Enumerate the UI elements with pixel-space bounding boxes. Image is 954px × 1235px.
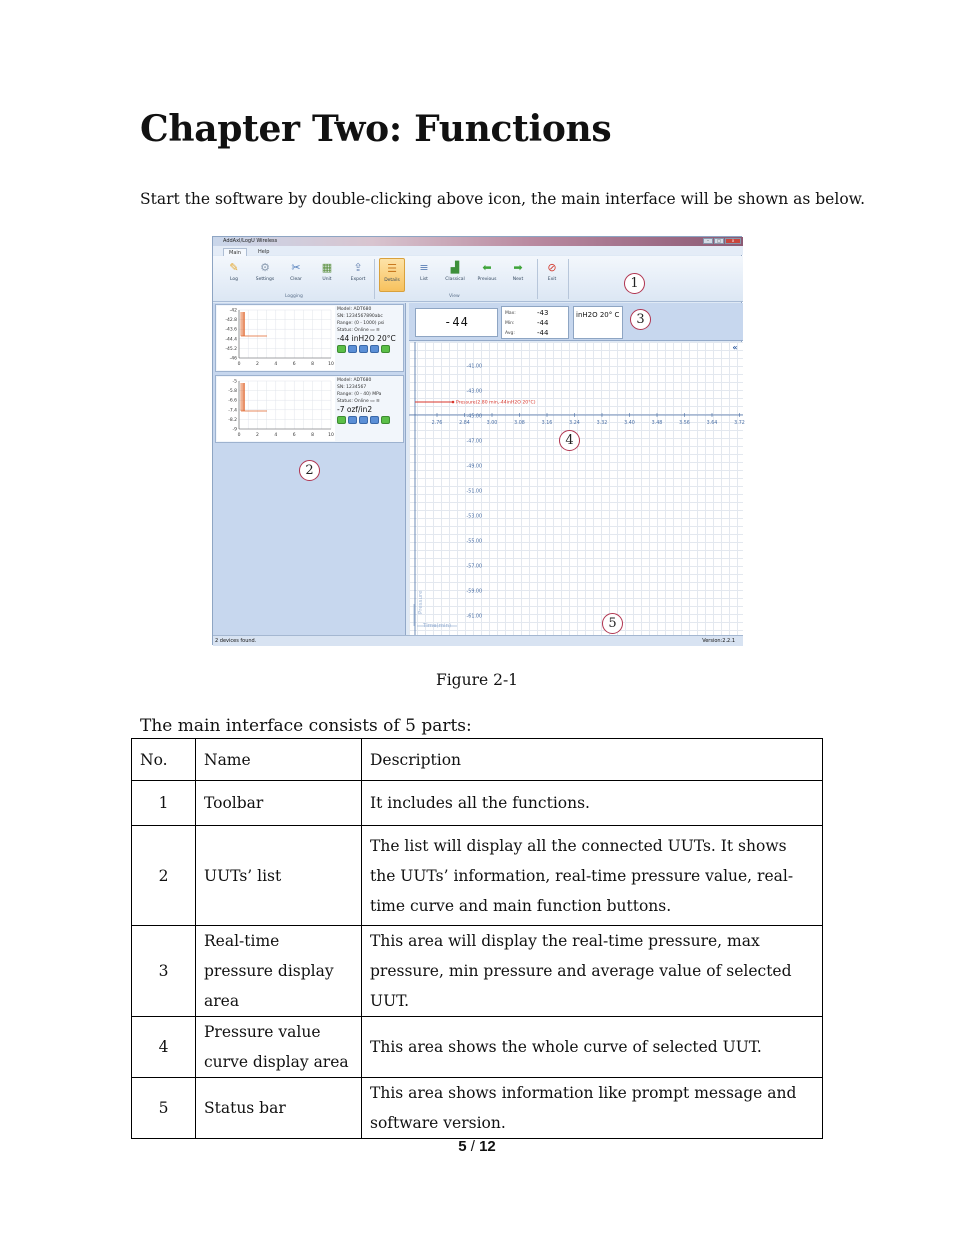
page-current: 5	[458, 1138, 467, 1155]
status-bar	[213, 635, 743, 646]
menu-bar	[213, 246, 743, 255]
curve-x-tick: 3.32	[596, 421, 608, 426]
mini-y-tick: -42	[229, 308, 237, 314]
device-status: Status: Online ▭ ≋	[337, 399, 380, 404]
row-name: Status bar	[196, 1078, 362, 1139]
curve-x-tick: 3.16	[541, 421, 553, 426]
curve-x-tick: 3.00	[486, 421, 498, 426]
tool-label: Export	[350, 277, 366, 282]
tool-label: List	[420, 277, 428, 282]
device-sn: SN: 1234567890abc	[337, 314, 383, 319]
tool-settings-button[interactable]	[252, 258, 278, 292]
group-label-logging: Logging	[285, 294, 303, 299]
device-model: Model: ADT680	[337, 307, 372, 312]
toolbar-separator	[568, 259, 569, 299]
row-no: 5	[132, 1078, 196, 1139]
mini-y-tick: -5.8	[228, 389, 237, 395]
mini-y-tick: -46	[229, 356, 237, 362]
tool-clear-button[interactable]	[283, 258, 309, 292]
software-screenshot	[212, 236, 745, 645]
window-titlebar	[213, 237, 743, 246]
table-row	[132, 926, 823, 1017]
battery-icon: ▭	[370, 328, 375, 333]
device-info	[337, 377, 403, 441]
curve-x-tick: 3.72	[734, 421, 745, 426]
row-description: This area will display the real-time pressure, max pressure, min pressure and average value of selected UUT.	[362, 926, 823, 1017]
device-range: Range: (0 - 1000) psi	[337, 321, 385, 326]
mini-x-tick: 0	[237, 362, 241, 367]
version-label: Version:2.2.1	[702, 638, 735, 644]
toolbar-separator	[537, 259, 538, 299]
device-model: Model: ADT680	[337, 378, 372, 383]
battery-icon: ▭	[370, 399, 375, 404]
table-intro: The main interface consists of 5 parts:	[140, 716, 472, 736]
device-mini-chart	[217, 306, 335, 370]
curve-x-tick: 3.56	[679, 421, 690, 426]
tool-log-button[interactable]	[221, 258, 247, 292]
device-status: Status: Online ▭ ≋	[337, 328, 380, 333]
tool-label: Clear	[290, 277, 302, 282]
header-description: Description	[362, 739, 823, 781]
details-icon: ☰	[387, 262, 397, 275]
callout-4: 4	[559, 430, 580, 451]
log-icon: ✎	[229, 261, 239, 274]
row-name: UUTs’ list	[196, 826, 362, 926]
curve-current-point	[452, 401, 455, 404]
mini-y-tick: -6.6	[228, 398, 237, 404]
curve-y-tick: -55.00	[466, 539, 482, 545]
row-name: Real-time pressure display area	[196, 926, 362, 1017]
curve-y-tick: -57.00	[466, 564, 482, 570]
tool-unit-button[interactable]	[314, 258, 340, 292]
curve-annotation: Pressure(2.80 min,-44inH2O 20°C)	[456, 400, 536, 406]
page-total: 12	[479, 1138, 496, 1155]
device-card[interactable]	[215, 375, 404, 443]
mini-x-tick: 8	[311, 433, 315, 438]
device-reading: -44 inH2O 20°C	[337, 334, 396, 343]
pressure-stats	[501, 306, 569, 339]
chapter-heading: Chapter Two: Functions	[140, 108, 612, 150]
row-no: 3	[132, 926, 196, 1017]
refresh-icon[interactable]	[381, 416, 390, 424]
curve-y-tick: -53.00	[466, 514, 482, 520]
table-row	[132, 1017, 823, 1078]
row-no: 1	[132, 781, 196, 826]
callout-1: 1	[624, 273, 645, 294]
row-description: This area shows information like prompt message and software version.	[362, 1078, 823, 1139]
stat-max: Max: -43	[505, 309, 549, 317]
zero-icon[interactable]	[359, 345, 368, 353]
curve-y-tick: -43.00	[466, 389, 482, 395]
curve-y-tick: -47.00	[466, 439, 482, 445]
row-description: It includes all the functions.	[362, 781, 823, 826]
scissors-icon: ✂	[291, 261, 301, 274]
tool-label: Next	[512, 277, 524, 282]
curve-y-tick: -59.00	[466, 589, 482, 595]
parts-table	[131, 738, 823, 1139]
start-icon[interactable]	[337, 416, 346, 424]
curve-x-tick: 3.48	[651, 421, 663, 426]
stat-min: Min: -44	[505, 319, 549, 327]
table-row	[132, 826, 823, 926]
list-icon: ≡	[419, 261, 429, 274]
exit-icon: ⊘	[547, 261, 557, 274]
pressure-unit: inH2O 20° C	[573, 306, 623, 339]
device-buttons	[337, 416, 403, 424]
mini-y-tick: -9	[232, 427, 237, 433]
pressure-curve-area[interactable]	[409, 342, 743, 635]
mini-y-tick: -5	[232, 379, 237, 385]
tool-label: Classical	[445, 277, 465, 282]
device-mini-chart	[217, 377, 335, 441]
tool-list-button[interactable]	[411, 258, 437, 292]
pressure-curve-chart	[409, 342, 743, 635]
curve-x-tick: 2.76	[431, 421, 443, 426]
row-no: 4	[132, 1017, 196, 1078]
minimize-button[interactable]: –	[703, 238, 713, 244]
callout-3: 3	[630, 309, 651, 330]
header-no: No.	[132, 739, 196, 781]
realtime-display	[409, 303, 743, 341]
collapse-icon: «	[732, 343, 738, 352]
curve-x-tick: 3.08	[514, 421, 525, 426]
uut-list	[213, 303, 406, 635]
tab-help[interactable]: Help	[258, 249, 270, 255]
mini-x-tick: 4	[274, 362, 278, 367]
figure-caption: Figure 2-1	[435, 671, 519, 689]
current-pressure-value: -44	[415, 308, 498, 337]
arrow-left-icon: ⬅	[482, 261, 492, 274]
curve-x-tick: 3.24	[569, 421, 580, 426]
callout-2: 2	[299, 460, 320, 481]
row-name: Pressure value curve display area	[196, 1017, 362, 1078]
mini-x-tick: 6	[292, 362, 296, 367]
mini-y-tick: -7.4	[228, 408, 237, 414]
mini-y-tick: -44.4	[225, 337, 237, 343]
mini-x-tick: 2	[255, 362, 259, 367]
device-card[interactable]	[215, 304, 404, 372]
table-header-row	[132, 739, 823, 781]
tool-label: Previous	[477, 277, 497, 282]
maximize-button[interactable]: □	[714, 238, 724, 244]
curve-y-tick: -49.00	[466, 464, 482, 470]
arrow-right-icon: ➡	[513, 261, 523, 274]
close-button[interactable]: x	[725, 238, 741, 244]
settings-icon[interactable]	[348, 416, 357, 424]
unit-icon[interactable]	[370, 416, 379, 424]
tool-label: Unit	[322, 277, 332, 282]
mini-y-tick: -43.6	[225, 327, 237, 333]
mini-y-tick: -42.8	[225, 318, 237, 324]
unit-icon: ▦	[321, 261, 333, 274]
mini-x-tick: 8	[311, 362, 315, 367]
page-separator: /	[470, 1138, 475, 1155]
callout-5: 5	[602, 613, 623, 634]
row-no: 2	[132, 826, 196, 926]
tool-export-button[interactable]	[345, 258, 371, 292]
device-buttons	[337, 345, 403, 353]
start-icon[interactable]	[337, 345, 346, 353]
curve-y-tick: -41.00	[466, 364, 482, 370]
device-info	[337, 306, 403, 370]
curve-x-tick: 3.64	[706, 421, 718, 426]
curve-x-tick: 3.40	[624, 421, 635, 426]
curve-y-tick: -45.00	[466, 414, 482, 420]
curve-x-axis-label: Time(min)	[423, 623, 452, 629]
wifi-icon: ≋	[375, 399, 380, 404]
mini-x-tick: 2	[255, 433, 259, 438]
mini-y-tick: -8.2	[228, 417, 237, 423]
row-name: Toolbar	[196, 781, 362, 826]
table-row	[132, 781, 823, 826]
page-number	[0, 1138, 954, 1155]
zero-icon[interactable]	[359, 416, 368, 424]
mini-x-tick: 10	[328, 362, 334, 367]
group-label-view: View	[449, 294, 460, 299]
mini-x-tick: 0	[237, 433, 241, 438]
window-title: AddAxl/LogU Wireless	[223, 238, 278, 244]
curve-x-tick: 2.84	[459, 421, 470, 426]
stat-avg: Avg: -44	[505, 329, 549, 337]
mini-x-tick: 4	[274, 433, 278, 438]
tool-label: Exit	[547, 277, 557, 282]
device-range: Range: (0 - 40) MPa	[337, 392, 382, 397]
tool-previous-button[interactable]	[474, 258, 500, 292]
tool-details-button[interactable]	[379, 258, 405, 292]
toolbar-separator	[374, 259, 375, 299]
gear-icon: ⚙	[260, 261, 270, 274]
curve-y-tick: -51.00	[466, 489, 482, 495]
tool-label: Log	[229, 277, 239, 282]
tab-main[interactable]: Main	[223, 248, 247, 257]
header-name: Name	[196, 739, 362, 781]
chart-icon: ▟	[450, 261, 460, 274]
table-row	[132, 1078, 823, 1139]
tool-label: Settings	[255, 277, 275, 282]
intro-text: Start the software by double-clicking above icon, the main interface will be shown as below.	[140, 190, 866, 208]
device-reading: -7 ozf/in2	[337, 405, 373, 414]
mini-x-tick: 6	[292, 433, 296, 438]
row-description: The list will display all the connected UUTs. It shows the UUTs’ information, real-time pressure value, real-time curve and main function buttons.	[362, 826, 823, 926]
mini-y-tick: -45.2	[225, 346, 237, 352]
row-description: This area shows the whole curve of selected UUT.	[362, 1017, 823, 1078]
curve-y-tick: -61.00	[466, 614, 482, 620]
refresh-icon[interactable]	[381, 345, 390, 353]
mini-x-tick: 10	[328, 433, 334, 438]
tool-exit-button[interactable]	[539, 258, 565, 292]
settings-icon[interactable]	[348, 345, 357, 353]
device-sn: SN: 1234567	[337, 385, 367, 390]
status-message: 2 devices found.	[215, 638, 257, 644]
tool-classical-button[interactable]	[442, 258, 468, 292]
export-icon: ⇪	[353, 261, 363, 274]
tool-next-button[interactable]	[505, 258, 531, 292]
unit-icon[interactable]	[370, 345, 379, 353]
tool-label: Details	[384, 278, 400, 283]
wifi-icon: ≋	[375, 328, 380, 333]
curve-y-axis-label: Pressure	[418, 590, 424, 614]
